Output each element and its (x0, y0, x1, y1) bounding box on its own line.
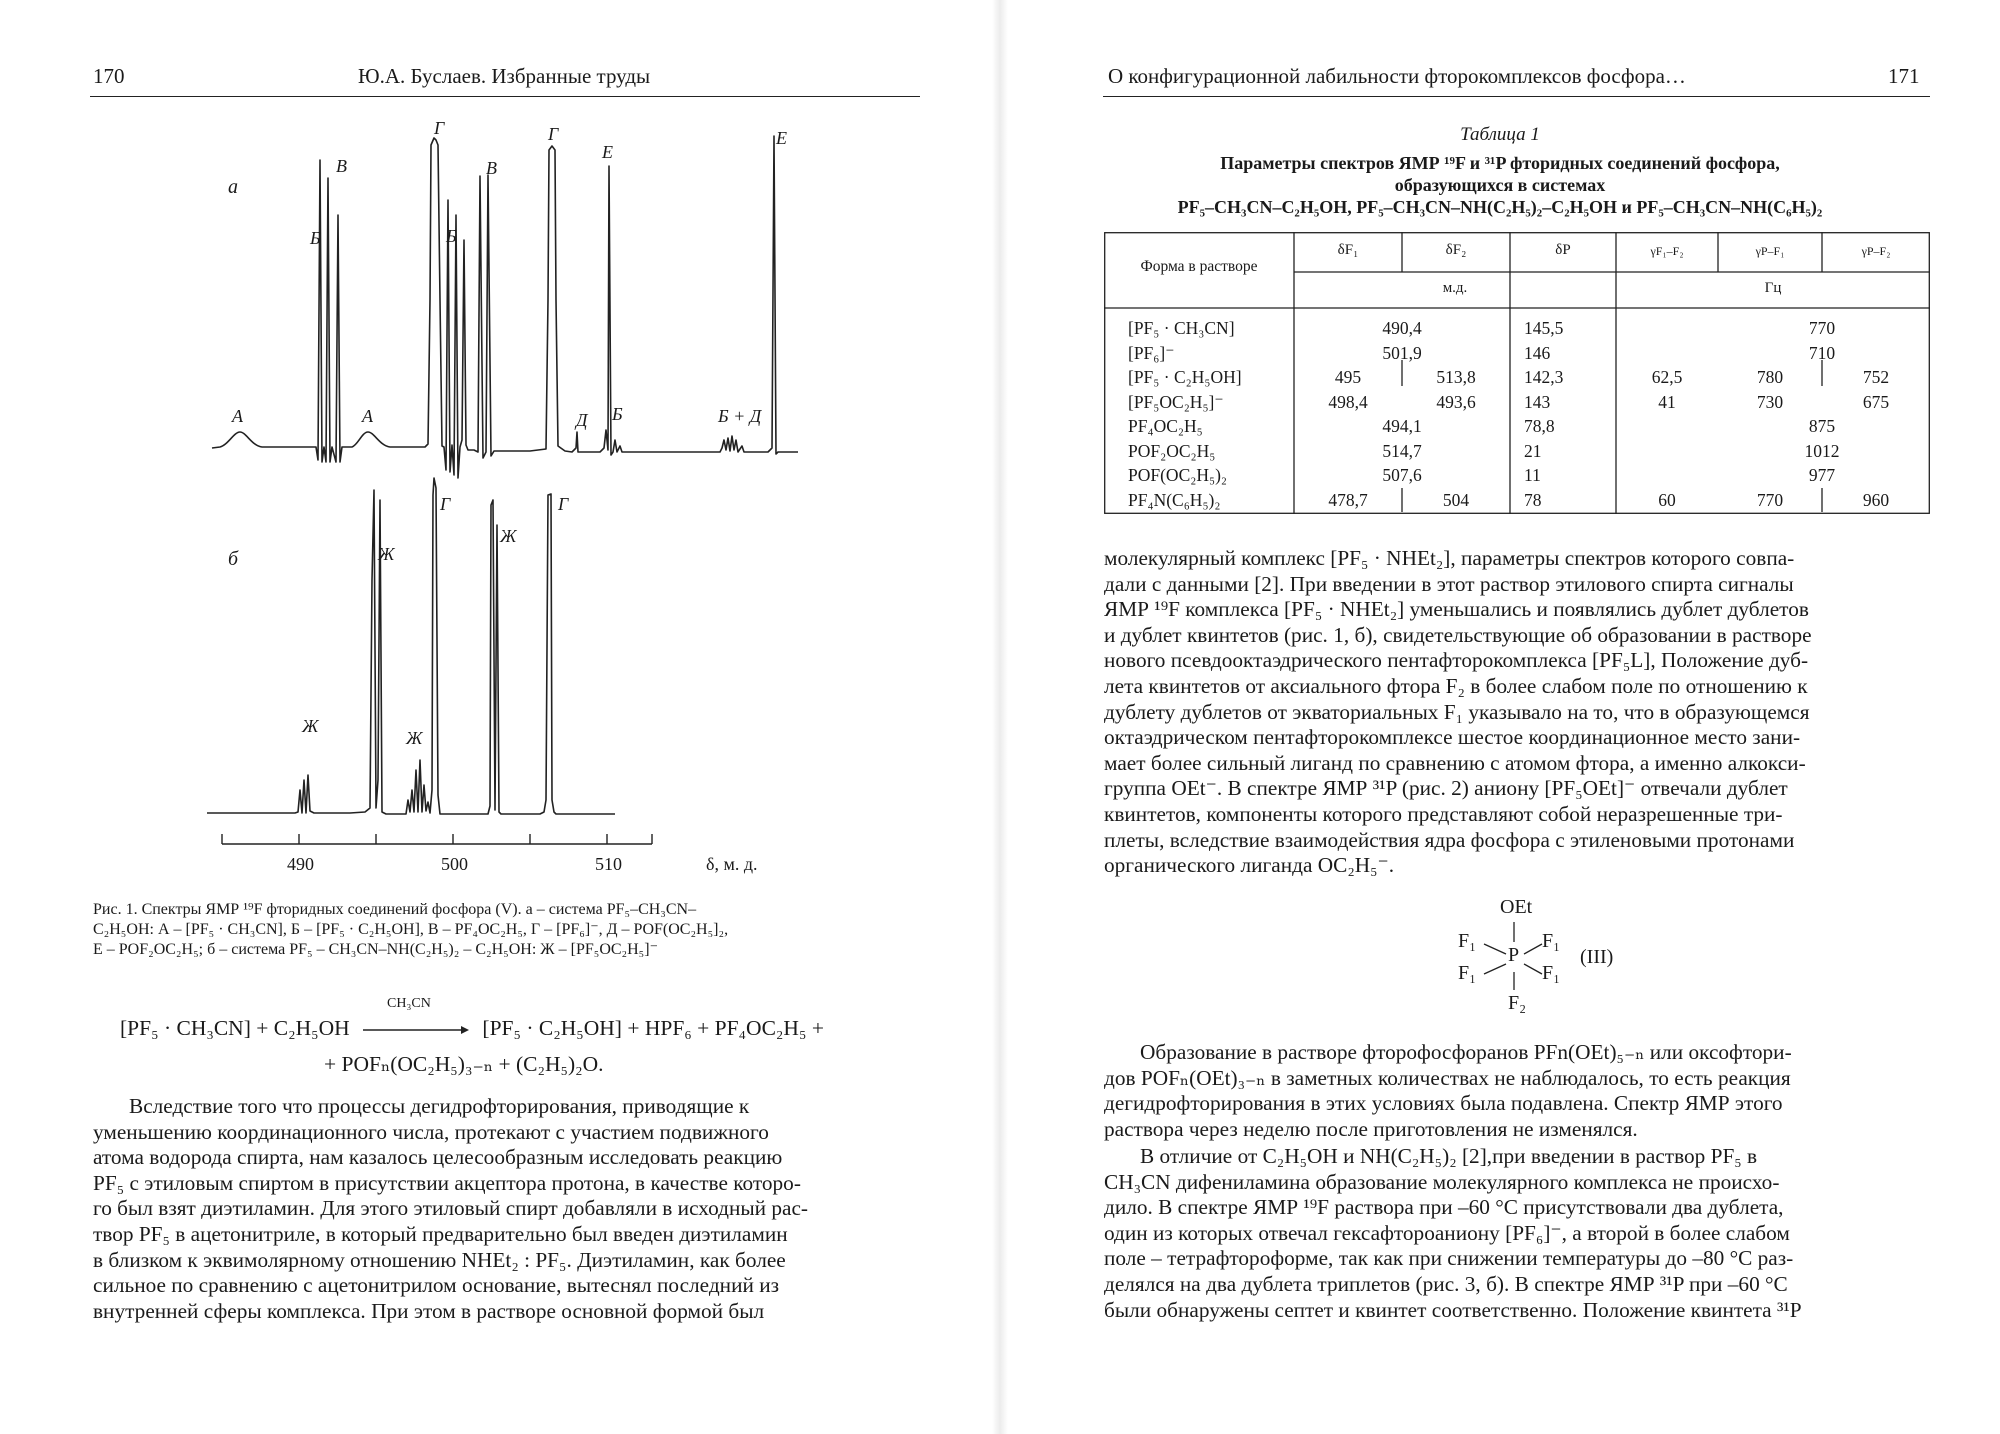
text-line: дали с данными [2]. При введении в этот раствор этилового спирта сигналы (1104, 571, 1794, 596)
text-line: были обнаружены септет и квинтет соответственно. Положение квинтета ³¹P (1104, 1297, 1802, 1322)
running-head-right: О конфигурационной лабильности фторокомплексов фосфора… (1108, 64, 1686, 88)
peak-label: Е (776, 128, 787, 148)
table-title-line: Параметры спектров ЯМР ¹⁹F и ³¹P фторидных соединений фосфора, (1220, 153, 1780, 173)
right-paragraph-1 (1104, 546, 1930, 879)
text-line: твор PF₅ в ацетонитриле, в который предварительно был введен диэтиламин (93, 1221, 788, 1246)
table-header-cell: δP (1555, 242, 1571, 258)
table-cell-f1: 494,1 (1382, 416, 1422, 436)
text-line: уменьшению координационного числа, протекают с участием подвижного (93, 1119, 769, 1144)
table-cell-p: 11 (1524, 465, 1541, 485)
table-cell-pf1: 1012 (1804, 440, 1840, 461)
equation-left: [PF₅ · CH₃CN] + C₂H₅OH (120, 1016, 350, 1040)
peak-label: Ж (406, 728, 423, 748)
table-row (1104, 365, 1930, 389)
text-line: В отличие от C₂H₅OH и NH(C₂H₅)₂ [2],при введении в раствор PF₅ в (1140, 1144, 1758, 1168)
text-line: ЯМР ¹⁹F комплекса [PF₅ · NHEt₂] уменьшались и появлялись дублет дублетов (1104, 597, 1809, 622)
reaction-equation-line2: + POFₙ(OC₂H₅)₃₋ₙ + (C₂H₅)₂O. (324, 1052, 604, 1076)
caption-line: C₂H₅OH: А – [PF₅ · CH₃CN], Б – [PF₅ · C₂H₅OH], В – PF₄OC₂H₅, Г – [PF₆]⁻, Д – POF(OC₂H₅]₂, (93, 921, 729, 938)
spectrum-a-trace (212, 136, 798, 478)
peak-label: Б (612, 404, 623, 424)
peak-label: Ж (500, 526, 517, 546)
text-line: дило. В спектре ЯМР ¹⁹F раствора при –60 °C присутствовали два дублета, (1104, 1195, 1784, 1220)
structure-oet: OEt (1500, 896, 1533, 918)
axis-tick-label: 510 (595, 854, 622, 874)
table-cell-f1: 490,4 (1382, 318, 1422, 338)
text-line: делялся на два дублета триплетов (рис. 3, б). В спектре ЯМР ³¹P при –60 °C (1104, 1271, 1788, 1296)
text-line: дегидрофторирования в этих условиях была подавлена. Спектр ЯМР этого (1104, 1091, 1783, 1116)
table-title-line: PF₅–CH₃CN–C₂H₅OH, PF₅–CH₃CN–NH(C₂H₅)₂–C₂H₅OH и PF₅–CH₃CN–NH(C₆H₅)₂ (1177, 197, 1823, 217)
text-line: плеты, вследствие взаимодействия ядра фосфора с этиленовыми протонами (1104, 827, 1795, 852)
text-line: раствора через неделю после приготовления не изменялся. (1104, 1116, 1638, 1141)
peak-label: Б (310, 228, 321, 248)
table-row (1104, 341, 1930, 365)
table-row (1104, 414, 1930, 438)
nmr-spectra-figure (0, 0, 1000, 900)
spectrum-b-trace (207, 478, 615, 814)
arrow-label: CH₃CN (387, 996, 431, 1011)
table-cell-p: 142,3 (1524, 367, 1564, 387)
spectrum-b-label: б (228, 548, 239, 570)
table-header-form: Форма в растворе (1140, 258, 1258, 275)
running-head-left: Ю.А. Буслаев. Избранные труды (358, 64, 651, 88)
text-line: молекулярный комплекс [PF₅ · NHEt₂], параметры спектров которого совпа- (1104, 546, 1795, 570)
table-cell-f2: 504 (1442, 489, 1470, 510)
table-header-cell: γP–F₁ (1755, 244, 1785, 258)
text-line: дублету дублетов от экваториальных F₁ указывало на то, что в образующемся (1104, 699, 1810, 724)
right-paragraph-2 (1104, 1040, 1930, 1142)
table-cell-form: [PF₅ · C₂H₅OH] (1128, 367, 1242, 387)
table-unit-md: м.д. (1442, 280, 1468, 296)
table-row (1104, 316, 1930, 340)
table-cell-form: [PF₅OC₂H₅]⁻ (1128, 391, 1224, 412)
table-cell-pf1: 977 (1808, 465, 1836, 485)
peak-label: В (336, 156, 347, 176)
right-paragraph-3 (1104, 1144, 1930, 1323)
table-cell-pf1: 730 (1756, 391, 1784, 412)
header-rule-right (1103, 96, 1930, 97)
table-cell-form: PF₄OC₂H₅ (1128, 416, 1203, 436)
peak-label: Ж (302, 716, 319, 736)
table-header-cell: γF₁–F₂ (1650, 244, 1684, 258)
table-cell-f1: 478,7 (1328, 489, 1368, 510)
table-cell-f1: 495 (1334, 367, 1362, 387)
table-cell-pf2: 960 (1862, 489, 1890, 510)
structure-bonds (1420, 896, 1640, 1016)
table-cell-pf2: 752 (1862, 367, 1890, 387)
table-label: Таблица 1 (1460, 124, 1540, 145)
table-cell-p: 143 (1524, 391, 1551, 412)
table-unit-hz: Гц (1764, 280, 1782, 296)
peak-label: А (232, 406, 243, 426)
table-row (1104, 439, 1930, 463)
table-cell-ff: 62,5 (1651, 367, 1683, 387)
structure-f1: F₁ (1458, 930, 1477, 952)
table-cell-p: 78 (1524, 489, 1542, 510)
peak-label: Б (446, 226, 457, 246)
table-cell-form: PF₄N(C₆H₅)₂ (1128, 489, 1221, 510)
text-line: Вследствие того что процессы дегидрофторирования, приводящие к (129, 1094, 750, 1118)
table-row (1104, 488, 1930, 512)
table-cell-pf1: 770 (1808, 318, 1836, 338)
text-line: органического лиганда OC₂H₅⁻. (1104, 853, 1395, 878)
page-number-right: 171 (1888, 64, 1920, 88)
peak-label: Г (434, 118, 445, 138)
text-line: поле – тетрафтороформе, так как при снижении температуры до –80 °C раз- (1104, 1246, 1794, 1271)
caption-line: Е – POF₂OC₂H₅; б – система PF₅ – CH₃CN–NH(C₂H₅)₂ – C₂H₅OH: Ж – [PF₅OC₂H₅]⁻ (93, 941, 659, 958)
table-cell-f2: 513,8 (1436, 367, 1476, 387)
peak-label: Г (440, 494, 451, 514)
text-line: атома водорода спирта, нам казалось целесообразным исследовать реакцию (93, 1145, 783, 1170)
table-cell-p: 78,8 (1524, 416, 1555, 436)
text-line: дов POFₙ(OEt)₃₋ₙ в заметных количествах не наблюдалось, то есть реакция (1104, 1065, 1791, 1090)
structure-f1: F₁ (1542, 962, 1561, 984)
text-line: PF₅ с этиловым спиртом в присутствии акцептора протона, в качестве которо- (93, 1170, 801, 1195)
figure-caption (93, 900, 919, 960)
table-cell-form: POF₂OC₂H₅ (1128, 440, 1216, 461)
table-cell-form: [PF₅ · CH₃CN] (1128, 318, 1235, 338)
table-cell-pf1: 770 (1756, 489, 1784, 510)
text-line: октаэдрическом пентафторокомплексе шестое координационное место зани- (1104, 725, 1801, 750)
table-cell-pf1: 780 (1756, 367, 1784, 387)
text-line: в близком к эквимолярному отношению NHEt₂ : PF₅. Диэтиламин, как более (93, 1247, 786, 1272)
table-cell-pf1: 875 (1808, 416, 1836, 436)
table-cell-ff: 41 (1658, 391, 1676, 412)
table-cell-pf1: 710 (1808, 342, 1836, 363)
right-page (1000, 0, 2000, 1434)
spectrum-a-label: а (228, 176, 238, 198)
text-line: внутренней сферы комплекса. При этом в растворе основной формой был (93, 1298, 765, 1323)
table-cell-f1: 498,4 (1328, 391, 1368, 412)
peak-label: Ж (378, 544, 395, 564)
table-cell-form: POF(OC₂H₅)₂ (1128, 465, 1228, 485)
equation-right: [PF₅ · C₂H₅OH] + HPF₆ + PF₄OC₂H₅ + (482, 1016, 824, 1040)
table-title-line: образующихся в системах (1394, 175, 1606, 195)
peak-label: Е (602, 142, 613, 162)
table-title (1000, 152, 2000, 218)
text-line: лета квинтетов от аксиального фтора F₂ в более слабом поле по отношению к (1104, 673, 1808, 698)
table-cell-ff: 60 (1658, 489, 1676, 510)
peak-label: Д (576, 410, 588, 430)
text-line: и дублет квинтетов (рис. 1, б), свидетельствующие об образовании в растворе (1104, 622, 1812, 647)
table-header-cell: δF₁ (1337, 242, 1359, 258)
text-line: CH₃CN дифениламина образование молекулярного комплекса не происхо- (1104, 1169, 1780, 1194)
structure-iii (1420, 896, 1640, 1016)
text-line: нового псевдооктаэдрического пентафторокомплекса [PF₅L], Положение дуб- (1104, 648, 1809, 673)
table-cell-p: 146 (1524, 342, 1551, 363)
structure-f2: F₂ (1508, 992, 1527, 1014)
text-line: го был взят диэтиламин. Для этого этиловый спирт добавляли в исходный рас- (93, 1196, 809, 1221)
text-line: квинтетов, компоненты которого представляют собой неразрешенные три- (1104, 801, 1783, 826)
table-cell-f1: 507,6 (1382, 465, 1422, 485)
structure-p: P (1508, 944, 1520, 966)
table-row (1104, 463, 1930, 487)
table-header-cell: δF₂ (1445, 242, 1467, 258)
table-row (1104, 390, 1930, 414)
text-line: сильное по сравнению с ацетонитрилом основание, вытеснял последний из (93, 1273, 780, 1298)
text-line: один из которых отвечал гексафтороаниону [PF₆]⁻, а второй в более слабом (1104, 1220, 1790, 1245)
arrow-icon (361, 1023, 471, 1037)
structure-label: (III) (1580, 946, 1614, 968)
table-cell-p: 145,5 (1524, 318, 1564, 338)
peak-label: Б + Д (718, 406, 762, 426)
equation-arrow (361, 996, 471, 1041)
axis-tick-label: 490 (287, 854, 314, 874)
table-cell-f1: 501,9 (1382, 342, 1422, 363)
structure-f1: F₁ (1458, 962, 1477, 984)
peak-label: Г (548, 124, 559, 144)
text-line: Образование в растворе фторофосфоранов PFn(OEt)₅₋ₙ или оксофтори- (1140, 1040, 1792, 1064)
table-cell-pf2: 675 (1862, 391, 1890, 412)
peak-label: В (486, 158, 497, 178)
left-body-paragraph (93, 1094, 919, 1324)
reaction-equation-line1 (120, 996, 824, 1041)
axis-label: δ, м. д. (706, 854, 758, 874)
axis-tick-label: 500 (441, 854, 468, 874)
table-cell-form: [PF₆]⁻ (1128, 342, 1175, 363)
text-line: мает более сильный лиганд по сравнению с атомом фтора, а именно алкокси- (1104, 750, 1806, 775)
text-line: группа OEt⁻. В спектре ЯМР ³¹P (рис. 2) аниону [PF₅OEt]⁻ отвечали дублет (1104, 776, 1788, 801)
caption-line: Рис. 1. Спектры ЯМР ¹⁹F фторидных соединений фосфора (V). а – система PF₅–CH₃CN– (93, 901, 697, 918)
page-number-left: 170 (93, 64, 125, 88)
structure-f1: F₁ (1542, 930, 1561, 952)
table-header-cell: γP–F₂ (1861, 244, 1891, 258)
nmr-parameters-table (1104, 232, 1930, 514)
table-cell-f2: 493,6 (1436, 391, 1476, 412)
peak-label: Г (558, 494, 569, 514)
table-cell-p: 21 (1524, 440, 1542, 461)
peak-label: А (362, 406, 373, 426)
table-cell-f1: 514,7 (1382, 440, 1422, 461)
